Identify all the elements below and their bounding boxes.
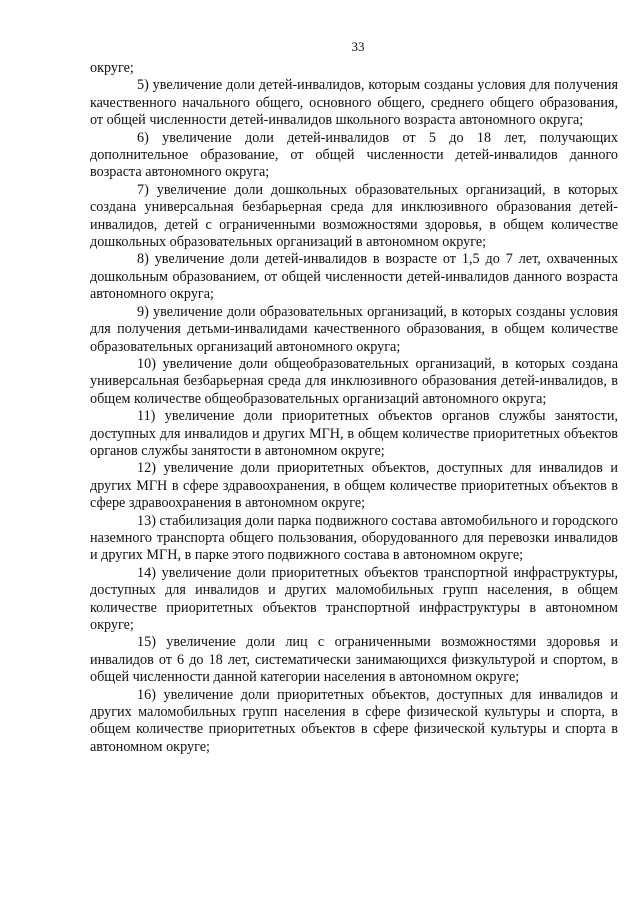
list-item-5: 5) увеличение доли детей-инвалидов, которым созданы условия для получения качественного начального общего, основного общего, среднего общего образования, от общей численности детей-инвалидов школьного возраста автономного округа; [90, 77, 618, 129]
list-item-9: 9) увеличение доли образовательных организаций, в которых созданы условия для получения детьми-инвалидами качественного образования, в общем количестве образовательных организаций автономного округа; [90, 303, 618, 355]
list-item-12: 12) увеличение доли приоритетных объектов, доступных для инвалидов и других МГН в сфере здравоохранения, в общем количестве приоритетных объектов в сфере здравоохранения в автономном округе; [90, 460, 618, 512]
list-item-11: 11) увеличение доли приоритетных объектов органов службы занятости, доступных для инвалидов и других МГН, в общем количестве приоритетных объектов органов службы занятости в автономном округе; [90, 408, 618, 459]
list-item-16: 16) увеличение доли приоритетных объектов, доступных для инвалидов и других маломобильных групп населения в сфере физической культуры и спорта, в общем количестве приоритетных объектов в сфере физической культуры и спорта в автономном округе; [90, 686, 618, 755]
list-item-14: 14) увеличение доли приоритетных объектов транспортной инфраструктуры, доступных для инвалидов и других маломобильных групп населения, в общем количестве приоритетных объектов транспортной инфраструктуры в автономном округе; [90, 564, 618, 633]
list-item-13: 13) стабилизация доли парка подвижного состава автомобильного и городского наземного транспорта общего пользования, оборудованного для перевозки инвалидов и других МГН, в парке этого подвижного состава в автономном округе; [90, 512, 618, 564]
list-item-10: 10) увеличение доли общеобразовательных организаций, в которых создана универсальная безбарьерная среда для инклюзивного образования детей-инвалидов, в общем количестве общеобразовательных организаций автономного округа; [90, 355, 618, 407]
list-item-7: 7) увеличение доли дошкольных образовательных организаций, в которых создана универсальная безбарьерная среда для инклюзивного образования детей-инвалидов, детей с ограниченными возможностями здоровья, в общем количестве дошкольных образовательных организаций в автономном округе; [90, 181, 618, 251]
document-body [90, 60, 618, 756]
list-item-8: 8) увеличение доли детей-инвалидов в возрасте от 1,5 до 7 лет, охваченных дошкольным образованием, от общей численности детей-инвалидов данного возраста автономного округа; [90, 251, 618, 303]
page-number: 33 [351, 39, 365, 54]
list-item-6: 6) увеличение доли детей-инвалидов от 5 до 18 лет, получающих дополнительное образование, от общей численности детей-инвалидов данного возраста автономного округа; [90, 129, 618, 181]
list-item-15: 15) увеличение доли лиц с ограниченными возможностями здоровья и инвалидов от 6 до 18 лет, систематически занимающихся физкультурой и спортом, в общей численности данной категории населения в автономном округе; [90, 634, 618, 686]
continuation-text: округе; [90, 60, 134, 76]
